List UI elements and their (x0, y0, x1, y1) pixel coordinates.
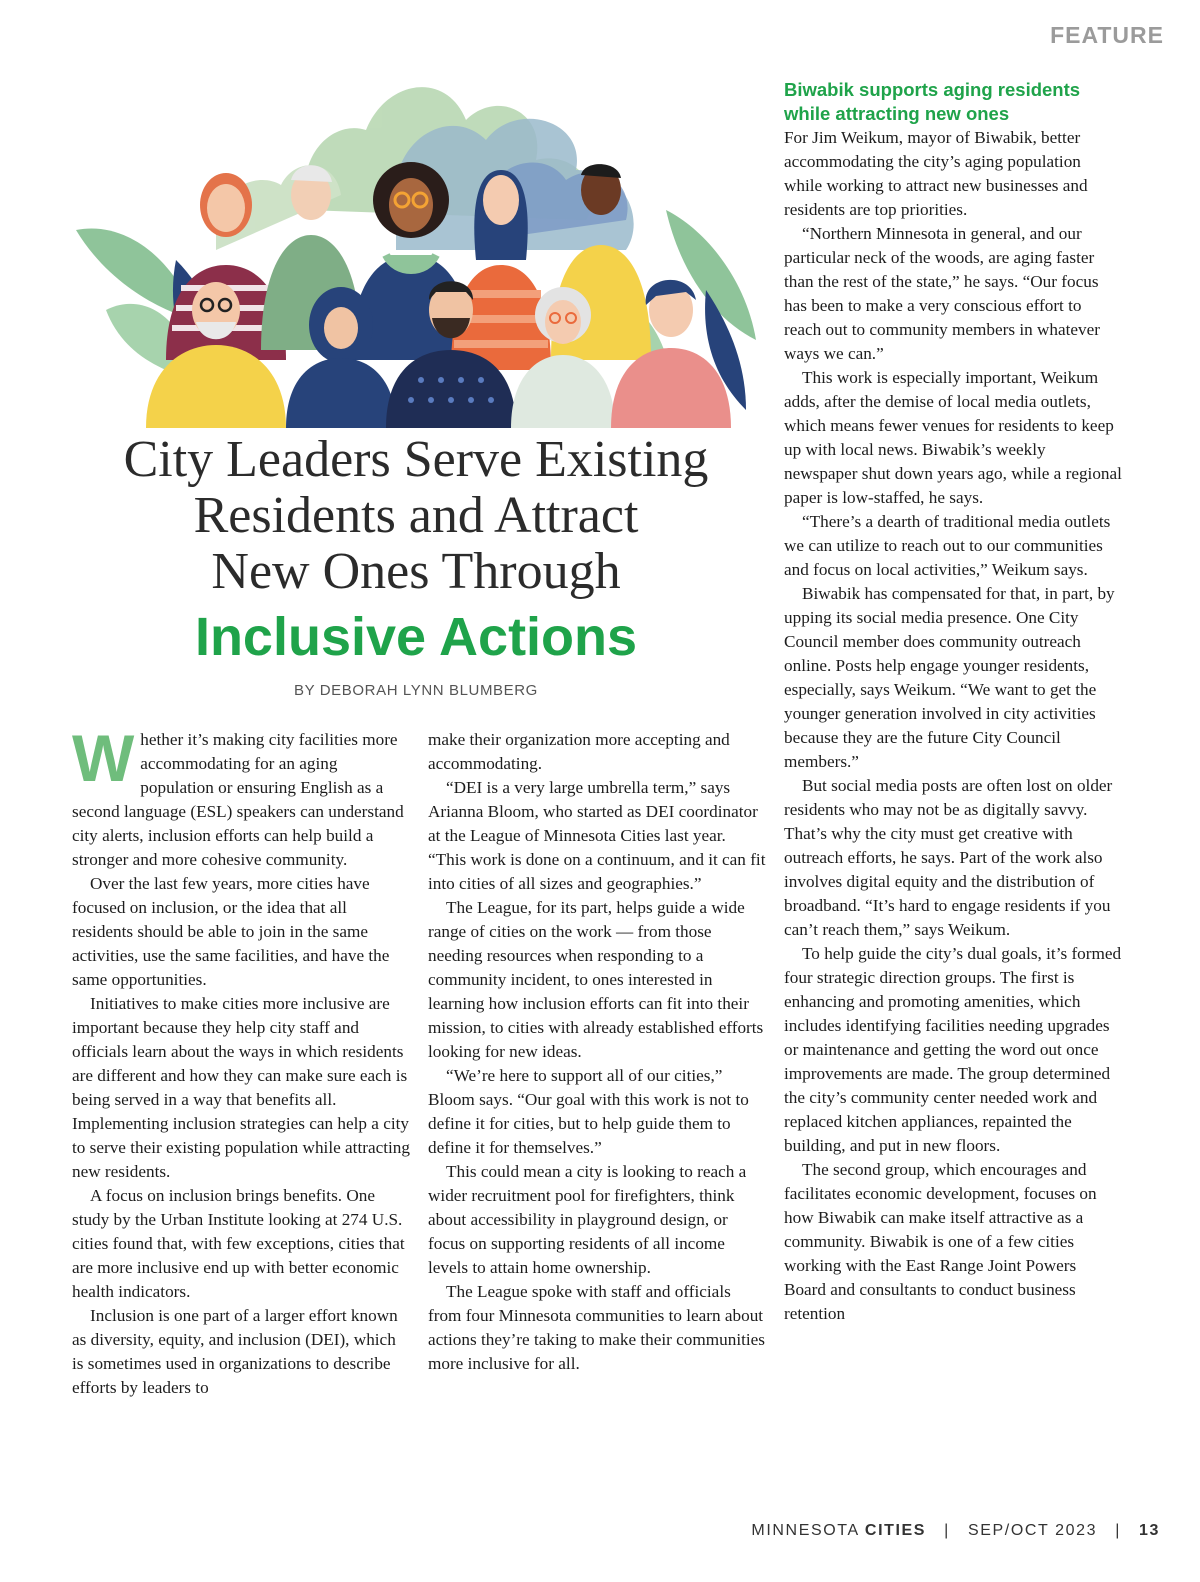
paragraph: Initiatives to make cities more inclusive are important because they help city staff and officials learn about the ways in which residents are different and how they can make sure each is being served in a way that benefits all. Implementing inclusion strategies can help a city to serve their existing population while attracting new residents. (72, 994, 410, 1181)
title-line-3: New Ones Through (211, 543, 621, 600)
paragraph: To help guide the city’s dual goals, it’s formed four strategic direction groups. The first is enhancing and promoting amenities, which includes identifying facilities needing upgrades or maintenance and getting the word out once improvements are made. The group determined the city’s community center needed work and replaced kitchen appliances, repainted the building, and put in new floors. (784, 944, 1122, 1155)
paragraph: But social media posts are often lost on older residents who may not be as digitally savvy. That’s why the city must get creative with outreach efforts, he says. Part of the work also involves digital equity and the distribution of broadband. “It’s hard to engage residents if you can’t reach them,” says Weikum. (784, 776, 1113, 939)
title-accent: Inclusive Actions (194, 607, 638, 667)
paragraph: “Northern Minnesota in general, and our particular neck of the woods, are aging faster than the rest of the state,” he says. “Our focus has been to make a very conscious effort to reach out to community members in whatever ways we can.” (784, 224, 1100, 363)
footer-separator: | (944, 1522, 950, 1539)
title-line-1: City Leaders Serve Existing (123, 431, 709, 488)
article-column-3 (784, 78, 1122, 1326)
paragraph: “We’re here to support all of our cities,” Bloom says. “Our goal with this work is not to define it for cities, but to help guide them to define it for themselves.” (428, 1066, 749, 1157)
paragraph: The League spoke with staff and officials from four Minnesota communities to learn about actions they’re taking to make their communities more inclusive for all. (428, 1282, 765, 1373)
paragraph: A focus on inclusion brings benefits. One study by the Urban Institute looking at 274 U.S. cities found that, with few exceptions, cities that are more inclusive end up with better economic health indicators. (72, 1186, 405, 1301)
paragraph: Over the last few years, more cities have focused on inclusion, or the idea that all residents should be able to join in the same activities, use the same facilities, and have the same opportunities. (72, 874, 390, 989)
paragraph: This work is especially important, Weikum adds, after the demise of local media outlets, which means fewer venues for residents to keep up with local news. Biwabik’s weekly newspaper shut down years ago, while a regional paper is low-staffed, he says. (784, 368, 1122, 507)
group-of-diverse-people-illustration (66, 60, 766, 428)
paragraph-text: hether it’s making city facilities more accommodating for an aging population or ensuring English as a second language (ESL) speakers can understand city alerts, inclusion efforts can help build a stronger and more cohesive community. (72, 730, 404, 869)
article-column-1 (72, 721, 410, 1400)
paragraph: Biwabik has compensated for that, in part, by upping its social media presence. One City Council member does community outreach online. Posts help engage younger residents, especially, says Weikum. “We want to get the younger generation involved in city activities because they are the future City Council members.” (784, 584, 1115, 771)
page-number: 13 (1139, 1522, 1160, 1539)
paragraph: The second group, which encourages and facilitates economic development, focuses on how Biwabik can make itself attractive as a community. Biwabik is one of a few cities working with the East Range Joint Powers Board and consultants to conduct business retention (784, 1160, 1097, 1323)
publication-name-part-2: CITIES (864, 1522, 927, 1539)
article-column-2 (428, 728, 766, 1376)
paragraph: make their organization more accepting and accommodating. (428, 730, 730, 773)
section-tag: FEATURE (1050, 22, 1164, 48)
paragraph: The League, for its part, helps guide a wide range of cities on the work — from those needing resources when responding to a community incident, to ones interested in learning how inclusion efforts can fit into their mission, to cities with already established efforts looking for new ideas. (428, 898, 764, 1061)
publication-name-part-1: MINNESOTA (751, 1522, 859, 1539)
byline: BY DEBORAH LYNN BLUMBERG (294, 682, 538, 699)
article-title (66, 432, 766, 668)
title-line-2: Residents and Attract (193, 487, 639, 544)
issue-date: SEP/OCT 2023 (967, 1522, 1098, 1539)
paragraph: For Jim Weikum, mayor of Biwabik, better accommodating the city’s aging population while working to attract new businesses and residents are top priorities. (784, 128, 1088, 219)
page-footer (751, 1522, 1160, 1540)
paragraph: “There’s a dearth of traditional media outlets we can utilize to reach out to our communities and focus on local activities,” Weikum says. (784, 512, 1111, 579)
paragraph (72, 721, 410, 872)
paragraph: “DEI is a very large umbrella term,” says Arianna Bloom, who started as DEI coordinator at the League of Minnesota Cities last year. “This work is done on a continuum, and it can fit into cities of all sizes and geographies.” (428, 778, 766, 893)
paragraph: Inclusion is one part of a larger effort known as diversity, equity, and inclusion (DEI), which is sometimes used in organizations to describe efforts by leaders to (72, 1306, 398, 1397)
drop-cap: W (72, 721, 135, 795)
paragraph: This could mean a city is looking to reach a wider recruitment pool for firefighters, think about accessibility in playground design, or focus on supporting residents of all income levels to attain home ownership. (428, 1162, 747, 1277)
footer-separator: | (1115, 1522, 1121, 1539)
section-subhead: Biwabik supports aging residents while attracting new ones (784, 79, 1081, 124)
